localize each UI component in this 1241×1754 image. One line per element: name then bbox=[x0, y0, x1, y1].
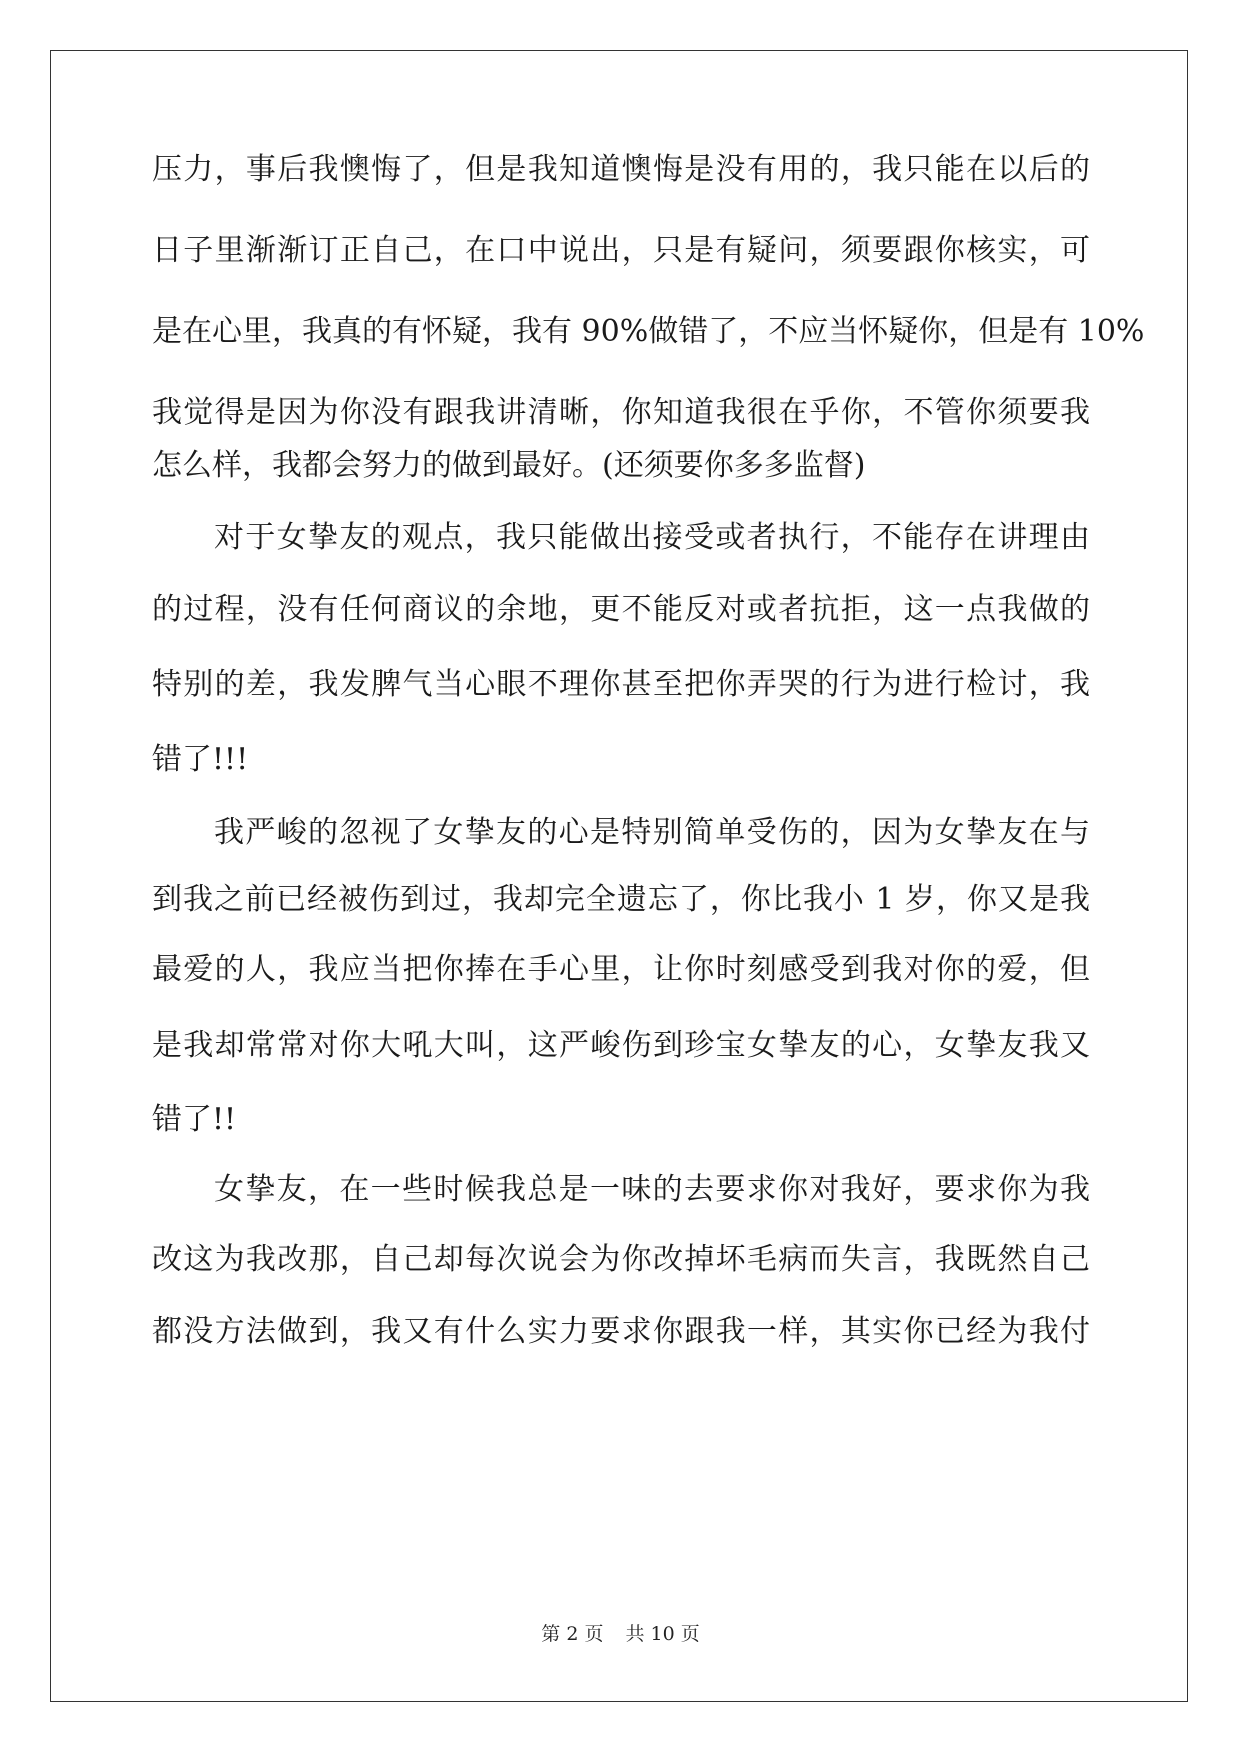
text-line: 我觉得是因为你没有跟我讲清晰，你知道我很在乎你，不管你须要我 bbox=[152, 395, 1090, 430]
page-border bbox=[50, 50, 1188, 1702]
text-line: 是在心里，我真的有怀疑，我有 90%做错了，不应当怀疑你，但是有 10% bbox=[152, 314, 1145, 349]
text-line: 到我之前已经被伤到过，我却完全遗忘了，你比我小 1 岁，你又是我 bbox=[152, 882, 1090, 917]
text-line: 特别的差，我发脾气当心眼不理你甚至把你弄哭的行为进行检讨，我 bbox=[152, 667, 1090, 702]
text-line: 最爱的人，我应当把你捧在手心里，让你时刻感受到我对你的爱，但 bbox=[152, 952, 1090, 987]
text-line: 是我却常常对你大吼大叫，这严峻伤到珍宝女挚友的心，女挚友我又 bbox=[152, 1028, 1090, 1063]
page-total: 共 10 页 bbox=[625, 1623, 700, 1645]
text-line: 改这为我改那，自己却每次说会为你改掉坏毛病而失言，我既然自己 bbox=[152, 1242, 1090, 1277]
text-line: 都没方法做到，我又有什么实力要求你跟我一样，其实你已经为我付 bbox=[152, 1314, 1090, 1349]
page-number: 第 2 页 bbox=[541, 1623, 604, 1645]
text-line: 的过程，没有任何商议的余地，更不能反对或者抗拒，这一点我做的 bbox=[152, 592, 1090, 627]
paragraph-first-line: 对于女挚友的观点，我只能做出接受或者执行，不能存在讲理由 bbox=[214, 520, 1090, 555]
paragraph-first-line: 我严峻的忽视了女挚友的心是特别简单受伤的，因为女挚友在与 bbox=[214, 815, 1090, 850]
text-line: 错了!! bbox=[152, 1102, 237, 1137]
paragraph-first-line: 女挚友，在一些时候我总是一味的去要求你对我好，要求你为我 bbox=[214, 1172, 1090, 1207]
text-line: 压力，事后我懊悔了，但是我知道懊悔是没有用的，我只能在以后的 bbox=[152, 152, 1090, 187]
text-line: 日子里渐渐订正自己，在口中说出，只是有疑问，须要跟你核实，可 bbox=[152, 233, 1090, 268]
text-line: 怎么样，我都会努力的做到最好。(还须要你多多监督) bbox=[152, 448, 866, 483]
text-line: 错了!!! bbox=[152, 742, 249, 777]
page-footer bbox=[0, 1622, 1241, 1646]
